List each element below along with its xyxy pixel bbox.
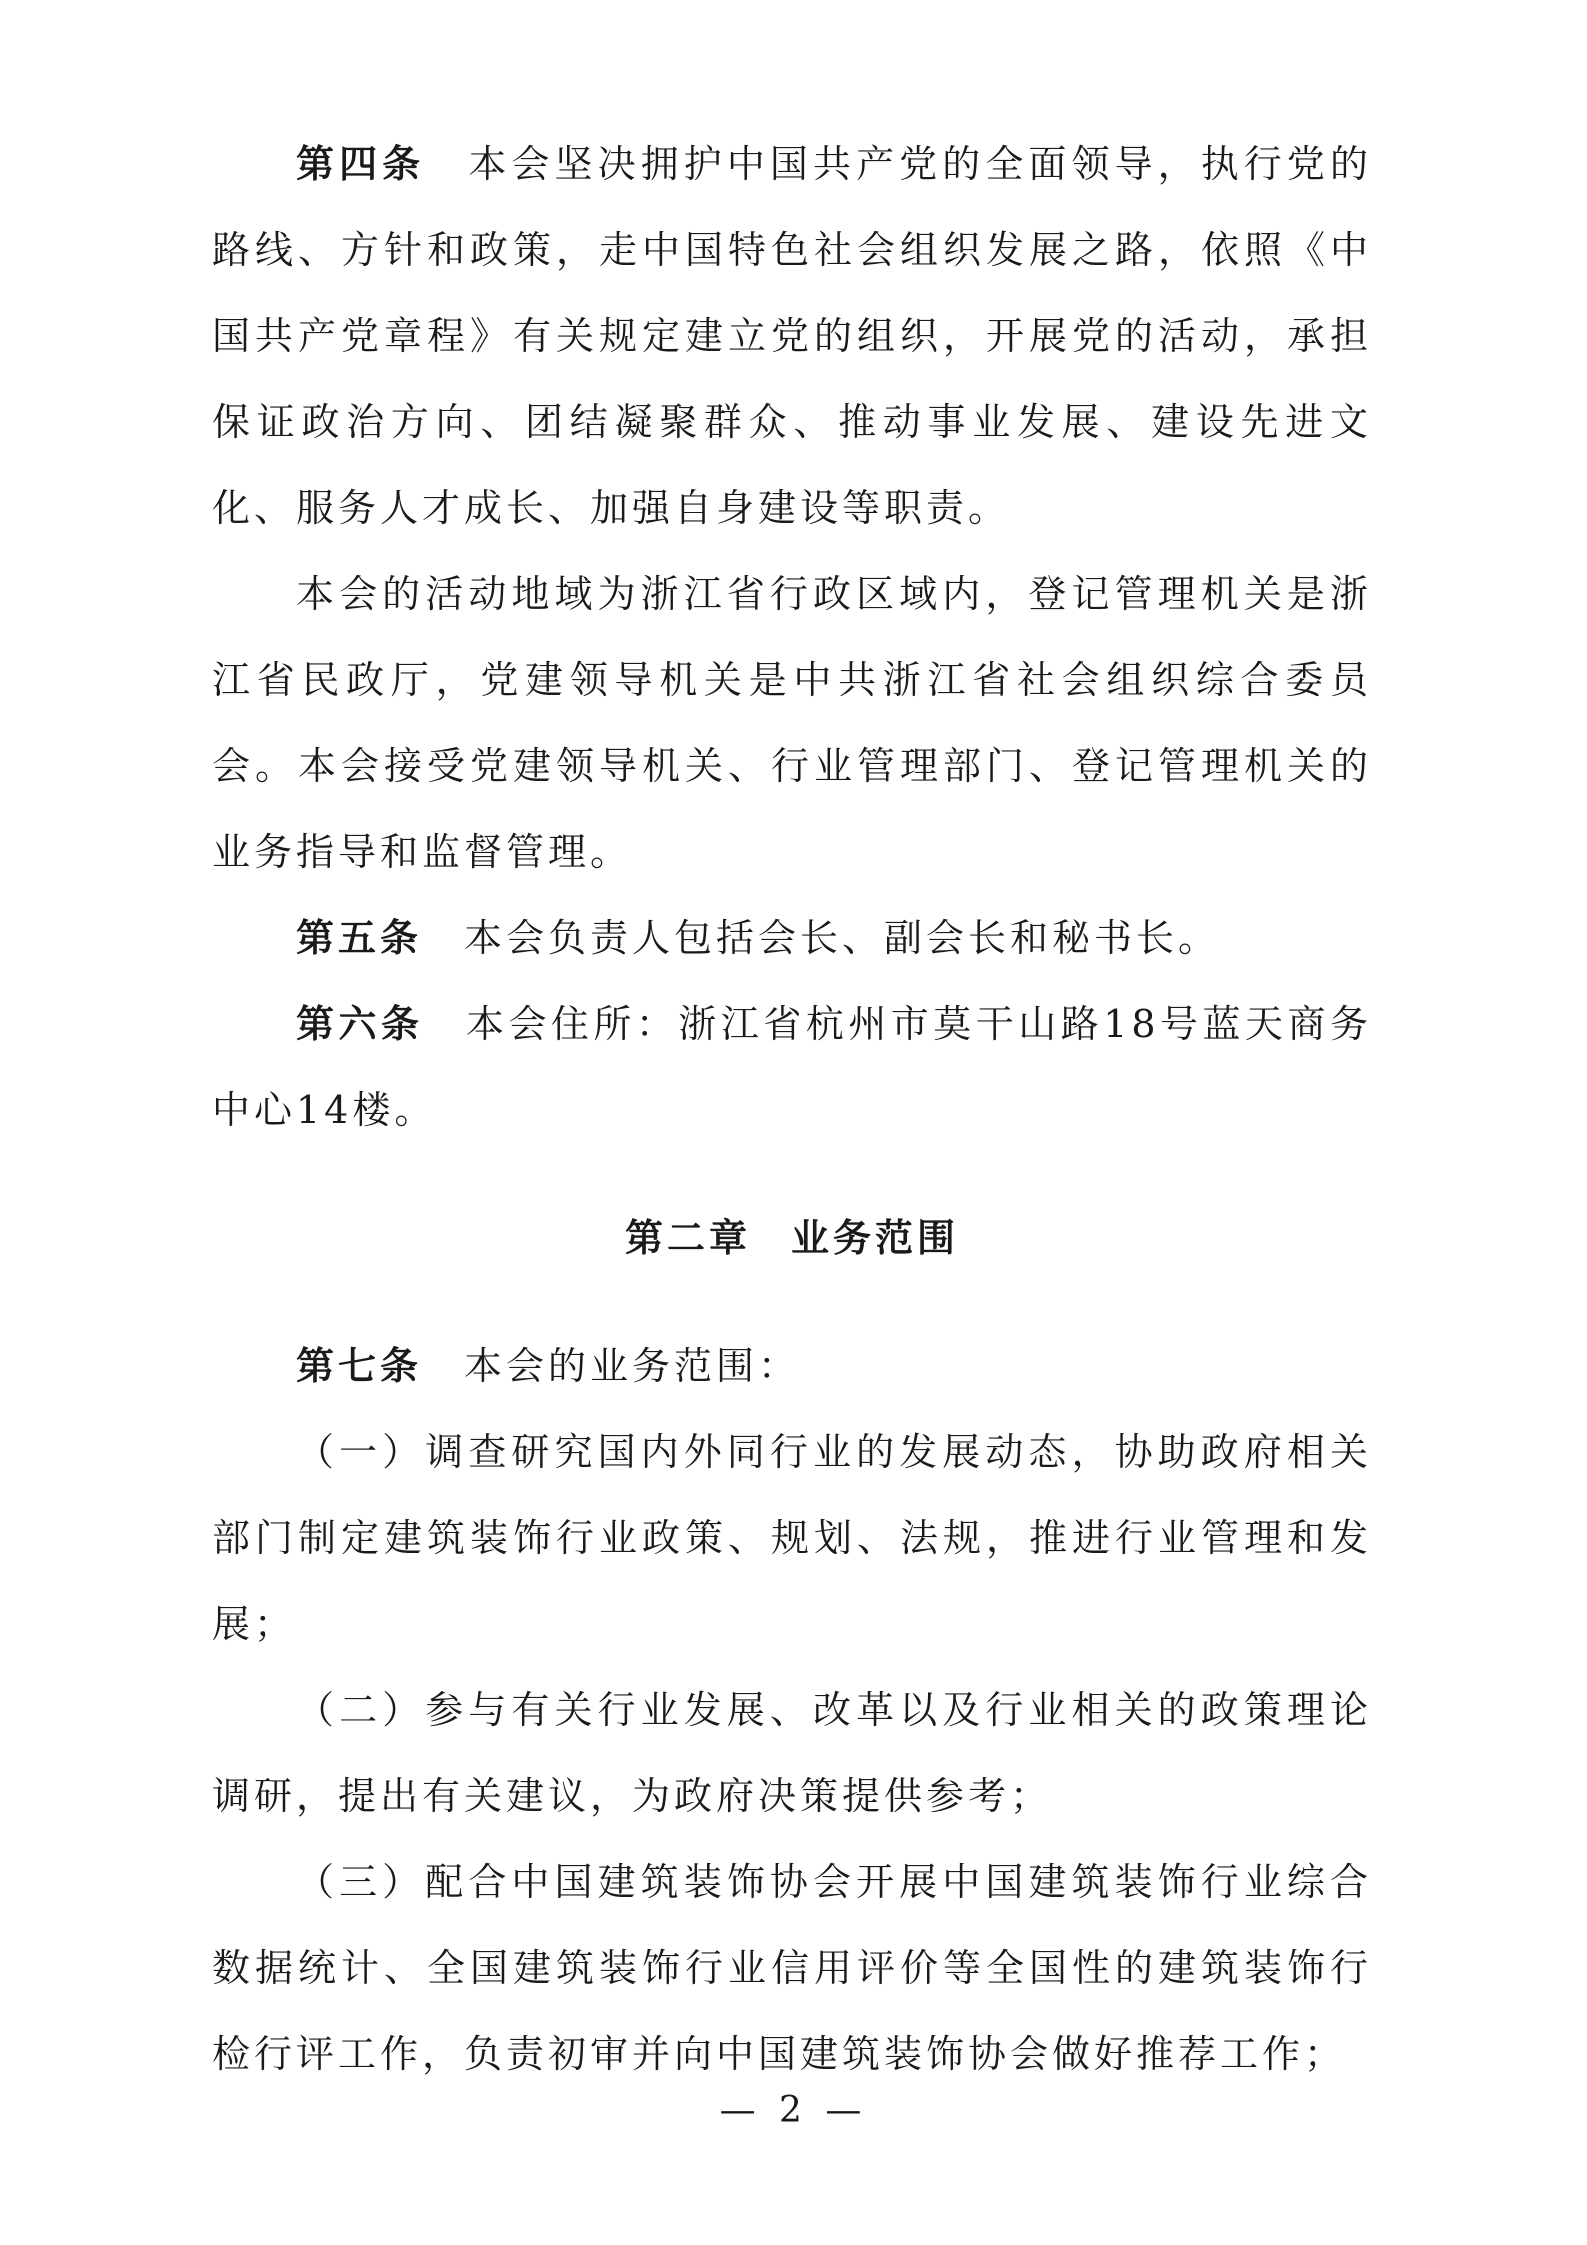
article-6-paragraph	[212, 981, 1372, 1153]
article-5-heading: 第五条	[296, 916, 423, 960]
article-5-paragraph	[212, 895, 1372, 981]
article-4-paragraph	[212, 121, 1372, 551]
page-number: — 2 —	[719, 2090, 868, 2131]
article-5-text: 本会负责人包括会长、副会长和秘书长。	[464, 916, 1221, 960]
document-body	[212, 121, 1372, 2097]
article-4-heading: 第四条	[296, 142, 426, 186]
article-6-heading: 第六条	[296, 1002, 424, 1046]
article-7-text: 本会的业务范围：	[464, 1344, 801, 1388]
article-7-heading: 第七条	[296, 1344, 423, 1388]
article-4-text: 本会坚决拥护中国共产党的全面领导，执行党的路线、方针和政策，走中国特色社会组织发展之路，依照《中国共产党章程》有关规定建立党的组织，开展党的活动，承担保证政治方向、团结凝聚群众、推动事业发展、建设先进文化、服务人才成长、加强自身建设等职责。	[212, 142, 1372, 530]
chapter-title: 业务范围	[791, 1216, 960, 1260]
article-6-text: 本会住所：浙江省杭州市莫干山路18号蓝天商务中心14楼。	[212, 1002, 1372, 1132]
scope-item-1	[212, 1409, 1372, 1667]
article-7-paragraph	[212, 1323, 1372, 1409]
scope-item-2	[212, 1667, 1372, 1839]
activity-region-text: 本会的活动地域为浙江省行政区域内，登记管理机关是浙江省民政厅，党建领导机关是中共浙江省社会组织综合委员会。本会接受党建领导机关、行业管理部门、登记管理机关的业务指导和监督管理。	[212, 572, 1372, 874]
chapter-number: 第二章	[624, 1216, 751, 1260]
chapter-heading	[212, 1153, 1372, 1323]
scope-item-2-text: （二）参与有关行业发展、改革以及行业相关的政策理论调研，提出有关建议，为政府决策提供参考；	[212, 1688, 1372, 1818]
scope-item-3	[212, 1839, 1372, 2097]
activity-region-paragraph	[212, 551, 1372, 895]
scope-item-1-text: （一）调查研究国内外同行业的发展动态，协助政府相关部门制定建筑装饰行业政策、规划、法规，推进行业管理和发展；	[212, 1430, 1372, 1646]
scope-item-3-text: （三）配合中国建筑装饰协会开展中国建筑装饰行业综合数据统计、全国建筑装饰行业信用评价等全国性的建筑装饰行检行评工作，负责初审并向中国建筑装饰协会做好推荐工作；	[212, 1860, 1372, 2076]
